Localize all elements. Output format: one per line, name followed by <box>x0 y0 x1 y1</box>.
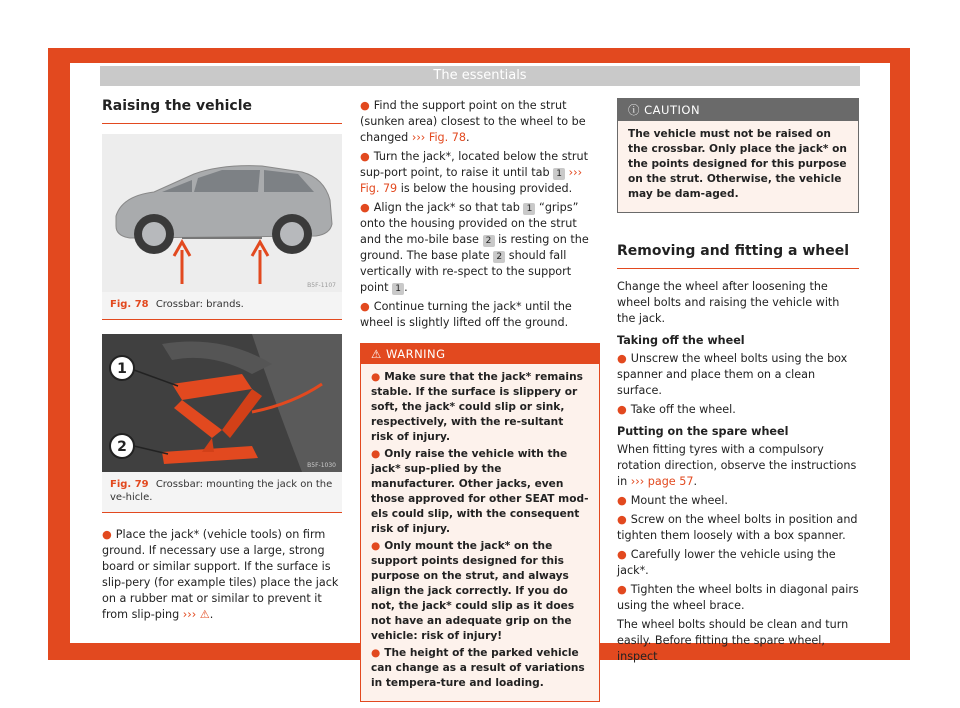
bullet-place-jack: ● Place the jack* (vehicle tools) on firm ground. If necessary use a large, strong board or similar support. If the surface is slip-pery (for example tiles) place the jack on a rubber mat or similar to prevent it from slip-ping ››› ⚠. <box>102 528 339 621</box>
tab-marker: 2 <box>483 235 495 247</box>
figure-code: B5F-1107 <box>307 282 336 289</box>
subheading-putting-on: Putting on the spare wheel <box>617 425 789 438</box>
car-side-image <box>102 134 342 292</box>
tab-marker: 1 <box>553 168 565 180</box>
column-left <box>102 98 342 626</box>
figure-number: Fig. 78 <box>110 299 149 310</box>
bullet-icon: ● <box>360 150 370 163</box>
caution-text: The vehicle must not be raised on the crossbar. Only place the jack* on the points designed for this purpose on the strut. Otherwise, the vehicle may be dam-aged. <box>628 128 847 200</box>
figure-number: Fig. 79 <box>110 479 149 490</box>
caution-box <box>617 98 859 213</box>
section-heading-wheel: Removing and fitting a wheel <box>617 243 859 269</box>
fig78-link[interactable]: ››› Fig. 78 <box>411 131 466 144</box>
tab-marker: 1 <box>392 283 404 295</box>
bullet-lower: ● Carefully lower the vehicle using the jack*. <box>617 548 836 577</box>
warning-link[interactable]: ››› <box>182 608 197 621</box>
bullet-screw-on: ● Screw on the wheel bolts in position and tighten them loosely with a box spanner. <box>617 513 858 542</box>
figure-79 <box>102 334 342 513</box>
bullet-icon: ● <box>617 548 627 561</box>
bullet-icon: ● <box>617 403 627 416</box>
callout-1: 1 <box>117 361 127 377</box>
caution-header: ⓘ CAUTION <box>618 99 858 121</box>
column-middle <box>360 98 600 702</box>
subheading-taking-off: Taking off the wheel <box>617 334 745 347</box>
warning-item: ● Only mount the jack* on the support points designed for this purpose on the strut, and always align the jack correctly. If you do not, the jack* could slip as it does not have an adequate grip on the vehicle: risk of injury! <box>371 540 575 642</box>
figure-caption-text: Crossbar: mounting the jack on the ve-hicle. <box>110 479 333 503</box>
column-right <box>617 98 859 668</box>
fig79-link[interactable]: ››› Fig. 79 <box>360 166 583 195</box>
caution-body <box>618 121 858 212</box>
bullet-icon: ● <box>360 201 370 214</box>
bullet-tighten: ● Tighten the wheel bolts in diagonal pairs using the wheel brace. <box>617 583 859 612</box>
bullet-icon: ● <box>360 99 370 112</box>
warning-box <box>360 343 600 702</box>
bullet-unscrew: ● Unscrew the wheel bolts using the box spanner and place them on a clean surface. <box>617 352 848 397</box>
tab-marker: 2 <box>493 251 505 263</box>
intro-text: Change the wheel after loosening the wheel bolts and raising the vehicle with the jack. <box>617 280 840 325</box>
warning-item: ● The height of the parked vehicle can change as a result of variations in tempera-ture and loading. <box>371 647 585 689</box>
bullet-icon: ● <box>102 528 112 541</box>
callout-2: 2 <box>117 439 127 455</box>
bullet-icon: ● <box>617 583 627 596</box>
bullet-icon: ● <box>617 513 627 526</box>
warning-header: ⚠ WARNING <box>361 344 599 364</box>
bullet-align-jack: ● Align the jack* so that tab 1 “grips” onto the housing provided on the strut and the mo-bile base 2 is resting on the ground. The base plate 2 should fall vertically with re-spect to the support point 1 . <box>360 201 589 294</box>
bullet-icon: ● <box>360 300 370 313</box>
page-number: 56 <box>76 618 89 629</box>
figure-78 <box>102 134 342 320</box>
section-heading-raising: Raising the vehicle <box>102 98 342 124</box>
bullet-take-off: ● Take off the wheel. <box>617 403 736 416</box>
section-header: The essentials <box>100 66 860 86</box>
bullet-mount: ● Mount the wheel. <box>617 494 728 507</box>
warning-item: ● Only raise the vehicle with the jack* sup-plied by the manufacturer. Other jacks, even those approved for other SEAT mod-els could slip, with the consequent risk of injury. <box>371 448 589 535</box>
figure-code: B5F-1030 <box>307 462 336 469</box>
jack-image <box>102 334 342 472</box>
bullet-icon: ● <box>617 352 627 365</box>
warning-body <box>361 364 599 701</box>
jack-illustration <box>102 334 342 472</box>
bullet-icon: ● <box>371 448 381 460</box>
bullet-continue-turning: ● Continue turning the jack* until the wheel is slightly lifted off the ground. <box>360 300 572 329</box>
bullet-icon: ● <box>371 647 381 659</box>
info-circle-icon: ⓘ <box>628 103 640 117</box>
bullet-icon: ● <box>371 540 381 552</box>
warning-item: ● Make sure that the jack* remains stable. If the surface is slippery or soft, the jack* could slip or sink, respectively, with the re-sultant risk of injury. <box>371 371 583 443</box>
warning-triangle-icon: ⚠ <box>199 608 210 621</box>
page57-link[interactable]: ››› page 57 <box>630 475 694 488</box>
rotation-note: When fitting tyres with a compulsory rotation direction, observe the instructions in ››› page 57. <box>617 443 857 488</box>
bullet-support-point: ● Find the support point on the strut (sunken area) closest to the wheel to be changed ››› Fig. 78. <box>360 99 586 144</box>
car-illustration <box>102 134 342 292</box>
bullet-icon: ● <box>371 371 381 383</box>
figure-caption-text: Crossbar: brands. <box>155 299 244 310</box>
warning-triangle-icon: ⚠ <box>371 347 382 361</box>
bullet-icon: ● <box>617 494 627 507</box>
figure-caption <box>102 292 342 319</box>
bolts-note: The wheel bolts should be clean and turn easily. Before fitting the spare wheel, inspect <box>617 618 849 663</box>
bullet-turn-jack: ● Turn the jack*, located below the strut sup-port point, to raise it until tab 1 ››› Fig. 79 is below the housing provided. <box>360 150 588 195</box>
figure-caption <box>102 472 342 512</box>
tab-marker: 1 <box>523 203 535 215</box>
